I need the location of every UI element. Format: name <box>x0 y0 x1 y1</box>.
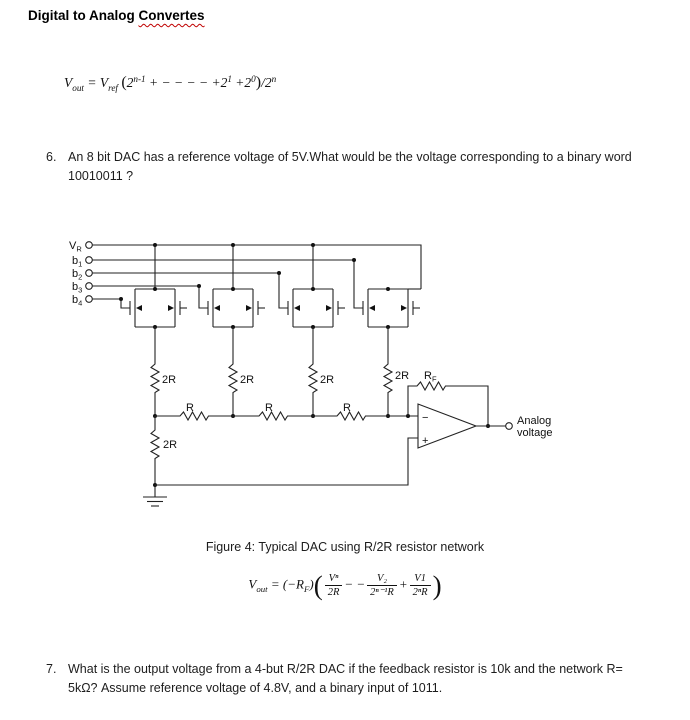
bit-line-b4 <box>93 299 131 308</box>
ladder-node-line <box>155 412 418 420</box>
b2-terminal <box>86 270 93 277</box>
2r-resistor-label-4: 2R <box>395 370 410 382</box>
terminating-branch <box>143 416 167 506</box>
question-7 <box>46 660 632 699</box>
fraction-1: $\frac{\text{Vⁿ}}{2R}$ <box>325 572 343 599</box>
2r-resistor-label-3: 2R <box>320 374 335 386</box>
figure-caption: Figure 4: Typical DAC using R/2R resistor network <box>205 540 485 554</box>
b2-terminal-label: $b_2$ <box>72 268 83 282</box>
fraction-2: $\frac{\text{V₂}}{\text{2ⁿ⁻¹R}}$ <box>367 572 397 599</box>
b3-terminal <box>86 283 93 290</box>
b4-terminal-label: $b_4$ <box>72 294 83 308</box>
b4-terminal <box>86 296 93 303</box>
opamp-minus-label: − <box>422 412 429 424</box>
bit-lines <box>93 258 364 308</box>
vr-terminal-label: $V_R$ <box>69 240 82 254</box>
question-7-text: What is the output voltage from a 4-but R/2R DAC if the feedback resistor is 10k and the network R= 5kΩ? Assume reference voltage of 4.8V, and a binary input of 1011. <box>68 662 623 696</box>
mosfet-pair-2 <box>208 287 265 418</box>
question-7-number: 7. <box>46 662 57 676</box>
dac-output-formula: $V_{out} = V_{ref}$ ($2^{n-1}$ + − − − − $+2^1 +2^0)/2^n$ <box>64 73 277 93</box>
rf-output-formula: $V_{out} = (-R_F)$( $\frac{\text{Vⁿ}}{2R}$ − − $\frac{\text{V₂}}{\text{2ⁿ⁻¹R}}$ + $\frac{V1}{\text{2ⁿR}}$ ) <box>248 570 442 601</box>
b3-terminal-label: $b_3$ <box>72 281 83 295</box>
output-label-line1: Analog <box>517 415 552 427</box>
b1-terminal-label: $b_1$ <box>72 255 83 269</box>
page-title <box>28 8 205 23</box>
opamp-plus-label: + <box>422 435 429 447</box>
fraction-3: $\frac{V1}{\text{2ⁿR}}$ <box>410 572 431 599</box>
reference-bus <box>93 243 422 289</box>
output-terminal <box>506 423 513 430</box>
mosfet-pair-3 <box>288 287 345 418</box>
r-resistor-label-3: R <box>343 402 351 414</box>
2r-resistor-label-1: 2R <box>162 374 177 386</box>
mosfet-pair-4 <box>363 287 420 418</box>
bit-line-b2 <box>93 273 289 308</box>
vr-terminal <box>86 242 93 249</box>
2r-terminator-label: 2R <box>163 439 178 451</box>
r-resistor-label-1: R <box>186 402 194 414</box>
ground-symbol <box>143 497 167 506</box>
rf-resistor-label: $R_F$ <box>424 370 437 384</box>
mosfet-pair-1 <box>130 287 187 418</box>
2r-resistor-label-2: 2R <box>240 374 255 386</box>
title-text-misspelled: Convertes <box>138 8 205 23</box>
title-text: Digital to Analog <box>28 8 139 23</box>
bit-line-b1 <box>93 260 364 308</box>
output-label-line2: voltage <box>517 427 553 439</box>
input-terminals <box>86 242 93 303</box>
r-resistor-label-2: R <box>265 402 273 414</box>
question-6 <box>46 148 646 187</box>
question-6-text: An 8 bit DAC has a reference voltage of 5V.What would be the voltage corresponding to a binary word 10010011 ? <box>68 150 632 184</box>
dac-circuit-diagram <box>56 231 586 523</box>
b1-terminal <box>86 257 93 264</box>
question-6-number: 6. <box>46 150 57 164</box>
